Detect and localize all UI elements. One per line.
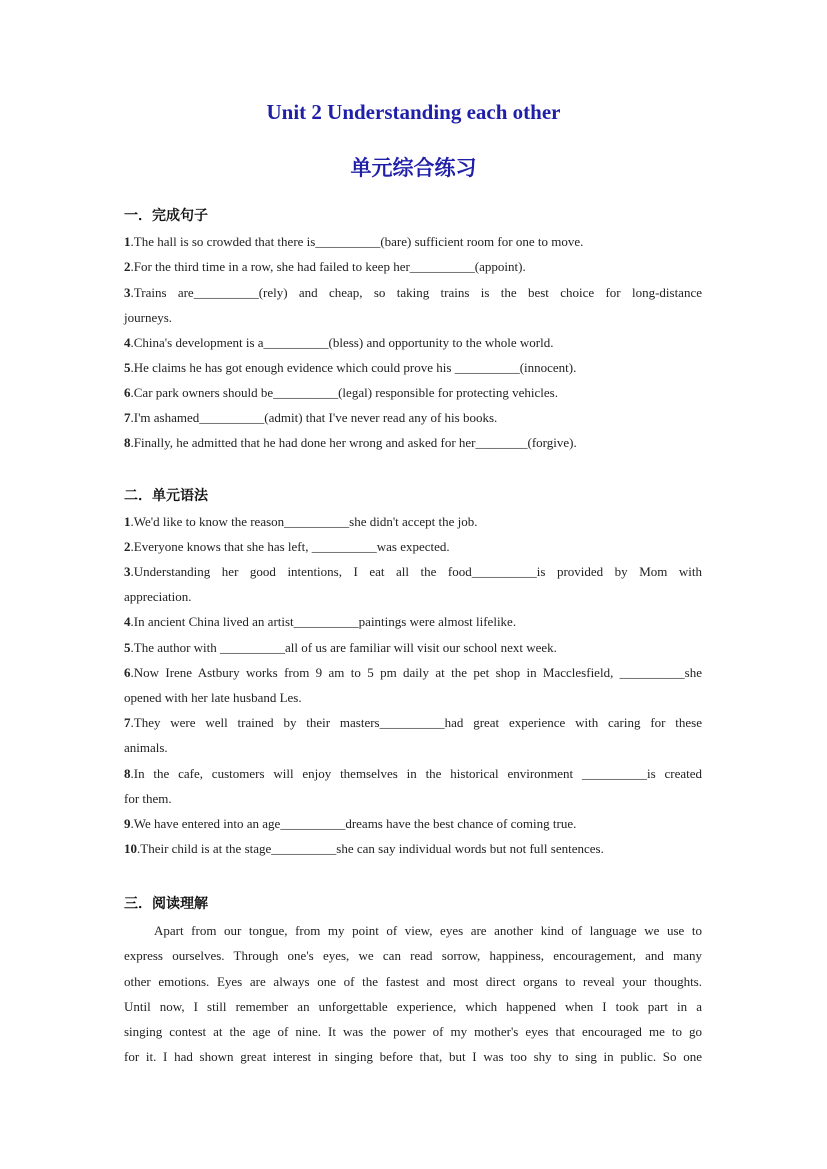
section-heading-2: 二．单元语法 [124,488,208,504]
exercise-line: 5.He claims he has got enough evidence which could prove his __________(innocent). [124,360,577,375]
passage-line: for it. I had shown great interest in singing before that, but I was too shy to sing in public. So one [124,1049,702,1065]
exercise-line: 6.Now Irene Astbury works from 9 am to 5 pm daily at the pet shop in Macclesfield, __________she [124,665,702,680]
exercise-line-continued: opened with her late husband Les. [124,690,302,705]
exercise-line: 3.Trains are__________(rely) and cheap, so taking trains is the best choice for long-distance [124,285,702,300]
exercise-line-continued: animals. [124,740,168,755]
exercise-line-continued: journeys. [124,310,173,325]
unit-title: Unit 2 Understanding each other [266,100,561,124]
exercise-line: 4.In ancient China lived an artist__________paintings were almost lifelike. [124,614,517,629]
exercise-line: 5.The author with __________all of us are familiar will visit our school next week. [124,640,557,655]
passage-line: express ourselves. Through one's eyes, we can read sorrow, happiness, encouragement, and many [124,948,702,964]
exercise-line-continued: appreciation. [124,589,192,604]
exercise-line: 7.I'm ashamed__________(admit) that I've never read any of his books. [124,410,498,425]
exercise-line: 8.In the cafe, customers will enjoy themselves in the historical environment __________is created [124,766,702,781]
section-heading-3: 三．阅读理解 [124,896,208,912]
exercise-line: 8.Finally, he admitted that he had done her wrong and asked for her________(forgive). [124,435,577,450]
exercise-line: 4.China's development is a__________(bless) and opportunity to the whole world. [124,335,554,350]
exercise-line: 1.The hall is so crowded that there is__________(bare) sufficient room for one to move. [124,234,584,249]
exercise-line: 2.Everyone knows that she has left, __________was expected. [124,539,450,554]
exercise-line: 2.For the third time in a row, she had failed to keep her__________(appoint). [124,259,526,274]
passage-line: singing contest at the age of nine. It was the power of my mother's eyes that encouraged me to go [124,1024,702,1040]
passage-line: Until now, I still remember an unforgettable experience, which happened when I took part in a [124,998,702,1014]
unit-subtitle: 单元综合练习 [350,156,477,180]
exercise-line: 9.We have entered into an age__________dreams have the best chance of coming true. [124,816,577,831]
reading-passage [124,918,702,1070]
exercise-line: 6.Car park owners should be__________(legal) responsible for protecting vehicles. [124,385,558,400]
exercise-line: 1.We'd like to know the reason__________she didn't accept the job. [124,514,478,529]
exercise-line-continued: for them. [124,791,172,806]
exercise-line: 10.Their child is at the stage__________she can say individual words but not full sentences. [124,841,604,856]
passage-line: other emotions. Eyes are always one of the fastest and most direct organs to reveal your thoughts. [124,973,702,989]
exercise-line: 3.Understanding her good intentions, I eat all the food__________is provided by Mom with [124,564,702,579]
section-heading-1: 一．完成句子 [124,208,208,224]
exercise-line: 7.They were well trained by their masters__________had great experience with caring for these [124,715,702,730]
passage-line: Apart from our tongue, from my point of view, eyes are another kind of language we use to [154,923,702,938]
